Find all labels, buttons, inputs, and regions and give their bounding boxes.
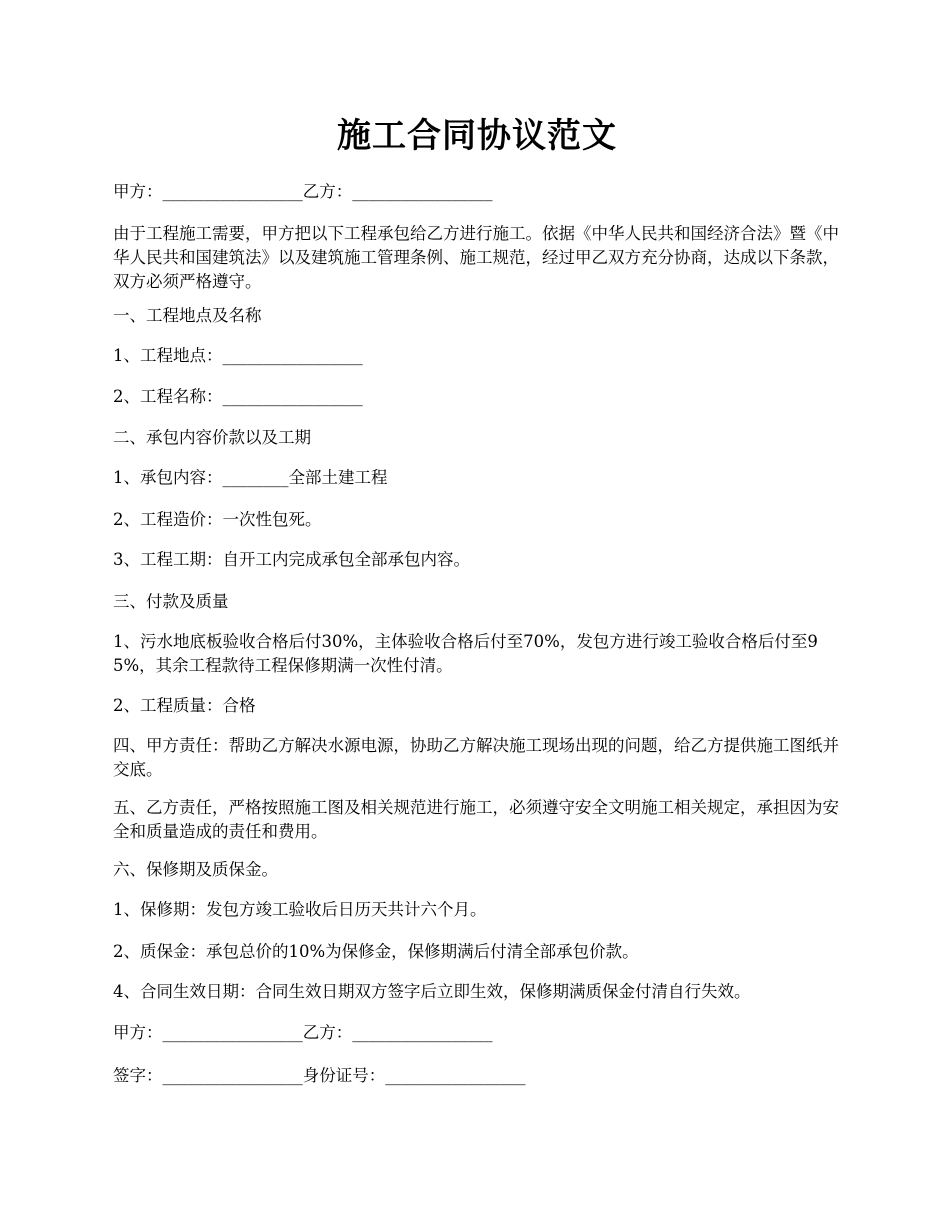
party-line: 甲方：_________________乙方：_________________	[113, 182, 493, 201]
section-heading-contract: 二、承包内容价款以及工期	[113, 428, 311, 447]
item-warranty-period: 1、保修期：发包方竣工验收后日历天共计六个月。	[113, 900, 487, 919]
item-contract-content: 1、承包内容：________全部土建工程	[113, 468, 388, 487]
item-effective-date: 4、合同生效日期：合同生效日期双方签字后立即生效，保修期满质保金付清自行失效。	[113, 982, 751, 1001]
item-project-quality: 2、工程质量：合格	[113, 696, 256, 715]
item-retention-money: 2、质保金：承包总价的10%为保修金，保修期满后付清全部承包价款。	[113, 942, 639, 961]
item-project-duration: 3、工程工期：自开工内完成承包全部承包内容。	[113, 550, 470, 569]
item-payment-terms: 1、污水地底板验收合格后付30%，主体验收合格后付至70%，发包方进行竣工验收合格后付至95%，其余工程款待工程保修期满一次性付清。	[113, 632, 818, 675]
section-heading-location: 一、工程地点及名称	[113, 306, 262, 325]
signature-id-line: 签字：_________________身份证号：_________________	[113, 1066, 526, 1085]
party-signature-line: 甲方：_________________乙方：_________________	[113, 1023, 493, 1042]
section-party-a-duties: 四、甲方责任：帮助乙方解决水源电源，协助乙方解决施工现场出现的问题，给乙方提供施工图纸并交底。	[113, 736, 839, 779]
section-heading-payment: 三、付款及质量	[113, 592, 229, 611]
section-party-b-duties: 五、乙方责任，严格按照施工图及相关规范进行施工，必须遵守安全文明施工相关规定，承担因为安全和质量造成的责任和费用。	[113, 798, 839, 841]
item-project-cost: 2、工程造价：一次性包死。	[113, 510, 322, 529]
intro-paragraph: 由于工程施工需要，甲方把以下工程承包给乙方进行施工。依据《中华人民共和国经济合法》暨《中华人民共和国建筑法》以及建筑施工管理条例、施工规范，经过甲乙双方充分协商，达成以下条款，双方必须严格遵守。	[113, 224, 839, 291]
document-title: 施工合同协议范文	[337, 116, 617, 156]
section-heading-warranty: 六、保修期及质保金。	[113, 860, 278, 879]
item-project-location: 1、工程地点：_________________	[113, 346, 363, 365]
item-project-name: 2、工程名称：_________________	[113, 387, 363, 406]
